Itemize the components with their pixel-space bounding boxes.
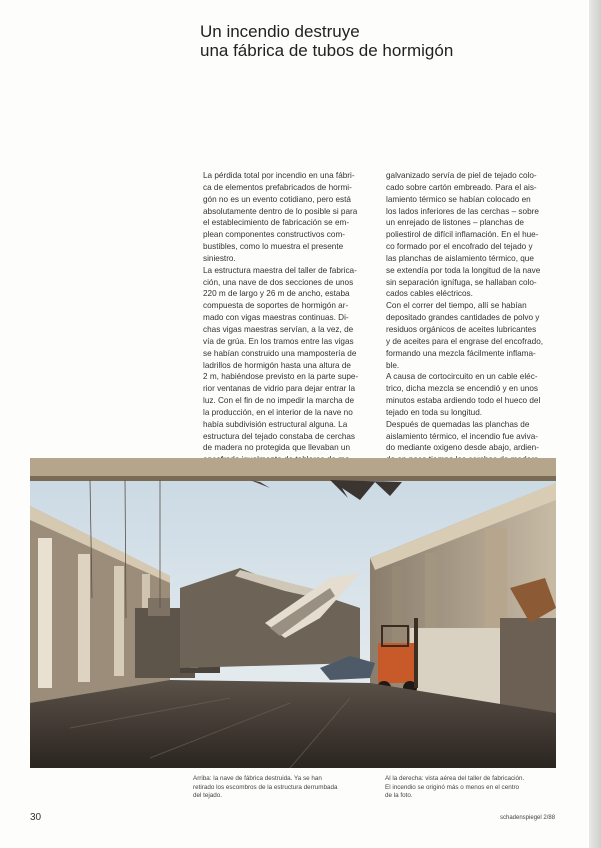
body-line: galvanizado servía de piel de tejado colo-	[386, 171, 537, 180]
scan-edge-shadow	[589, 0, 601, 848]
caption-line: retirado los escombros de la estructura derrumbada	[193, 783, 338, 791]
body-line: un enrejado de listones – planchas de	[386, 218, 524, 228]
caption-line: El incendio se originó más o menos en el centro	[385, 783, 520, 791]
body-line: Después de quemadas las planchas de	[386, 419, 530, 429]
body-line: ladrillos de hormigón hasta una altura de	[203, 360, 351, 370]
body-line: los lados inferiores de las cerchas – sobre	[386, 206, 539, 216]
body-line: se habían construido una mampostería de	[203, 348, 357, 358]
caption-line: de la foto.	[385, 792, 413, 800]
body-line: el establecimiento de fabricación se em-	[203, 218, 350, 228]
photo-caption-right	[385, 775, 565, 801]
body-line: La pérdida total por incendio en una fábri-	[203, 171, 355, 180]
body-line: las planchas de aislamiento térmico, que	[386, 253, 534, 263]
body-line: absolutamente dentro de lo posible si para	[203, 206, 358, 216]
body-line: gón no es un evento cotidiano, pero está	[203, 194, 351, 204]
body-line: plean componentes constructivos com-	[203, 230, 345, 240]
body-line: luz. Con el fin de no impedir la marcha de	[203, 396, 355, 406]
body-line: depositado grandes cantidades de polvo y	[386, 313, 540, 323]
page-number: 30	[30, 812, 42, 823]
body-line: 220 m de largo y 26 m de ancho, estaba	[203, 289, 350, 299]
body-line: poliestirol de difícil inflamación. En el hue-	[386, 230, 539, 240]
body-line: minutos estaba ardiendo todo el hueco del	[386, 396, 541, 406]
photo-illustration	[30, 458, 556, 768]
body-column-left	[203, 170, 378, 478]
body-line: do mediante oxigeno desde abajo, ardien-	[386, 443, 539, 453]
body-line: residuos orgánicos de aceites lubricantes	[386, 324, 537, 334]
body-line: siniestro.	[203, 253, 236, 263]
body-line: ble.	[386, 360, 400, 370]
body-line: ción, una nave de dos secciones de unos	[203, 277, 354, 287]
body-line: se extendía por toda la longitud de la nave	[386, 265, 541, 275]
body-line: estructura del tejado constaba de cerchas	[203, 431, 356, 441]
body-line: la producción, en el interior de la nave no	[203, 407, 353, 417]
publication-footer: schadenspiegel 2/88	[500, 815, 556, 821]
body-line: y de aceites para el engrase del encofrado,	[386, 336, 544, 346]
body-line: mado con vigas maestras continuas. Di-	[203, 313, 349, 323]
body-line: cado sobre cartón embreado. Para el ais-	[386, 182, 537, 192]
photo-caption-left	[193, 775, 373, 801]
body-line: formando una mezcla fácilmente inflama-	[386, 348, 536, 358]
destroyed-factory-hall-photo	[30, 458, 556, 768]
body-column-right	[386, 170, 561, 478]
title-line-1: Un incendio destruye	[200, 22, 360, 41]
body-line: co formado por el encofrado del tejado y	[386, 242, 533, 252]
caption-line: del tejado.	[193, 792, 223, 800]
body-line: bustibles, como lo muestra el presente	[203, 242, 344, 252]
caption-line: Arriba: la nave de fábrica destruida. Ya se han	[193, 775, 322, 782]
caption-line: Al la derecha: vista aérea del taller de fabricación.	[385, 775, 525, 782]
body-line: lamiento térmico se habían colocado en	[386, 194, 531, 204]
body-line: de madera no protegida que llevaban un	[203, 443, 351, 453]
body-line: trico, dicha mezcla se encendió y en unos	[386, 384, 539, 394]
article-title	[200, 22, 540, 60]
body-line: Con el correr del tiempo, allí se habían	[386, 301, 527, 311]
body-line: había subdivisión estructural alguna. La	[203, 419, 348, 429]
body-line: sin separación ignífuga, se hallaban colo-	[386, 277, 537, 287]
body-line: chas vigas maestras servían, a la vez, de	[203, 324, 354, 334]
body-line: tejado en toda su longitud.	[386, 407, 483, 417]
title-line-2: una fábrica de tubos de hormigón	[200, 41, 454, 60]
body-line: cados cables eléctricos.	[386, 289, 473, 299]
body-line: A causa de cortocircuito en un cable eléc-	[386, 372, 538, 382]
body-line: ca de elementos prefabricados de hormi-	[203, 182, 352, 192]
body-line: rior ventanas de vidrio para dejar entrar la	[203, 384, 356, 394]
body-line: La estructura maestra del taller de fabrica-	[203, 265, 357, 275]
body-line: vía de grúa. En los tramos entre las vigas	[203, 336, 354, 346]
body-line: 2 m, habiéndose previsto en la parte supe-	[203, 372, 359, 382]
body-line: compuesta de soportes de hormigón ar-	[203, 301, 349, 311]
body-line: aislamiento térmico, el incendio fue aviva-	[386, 431, 538, 441]
